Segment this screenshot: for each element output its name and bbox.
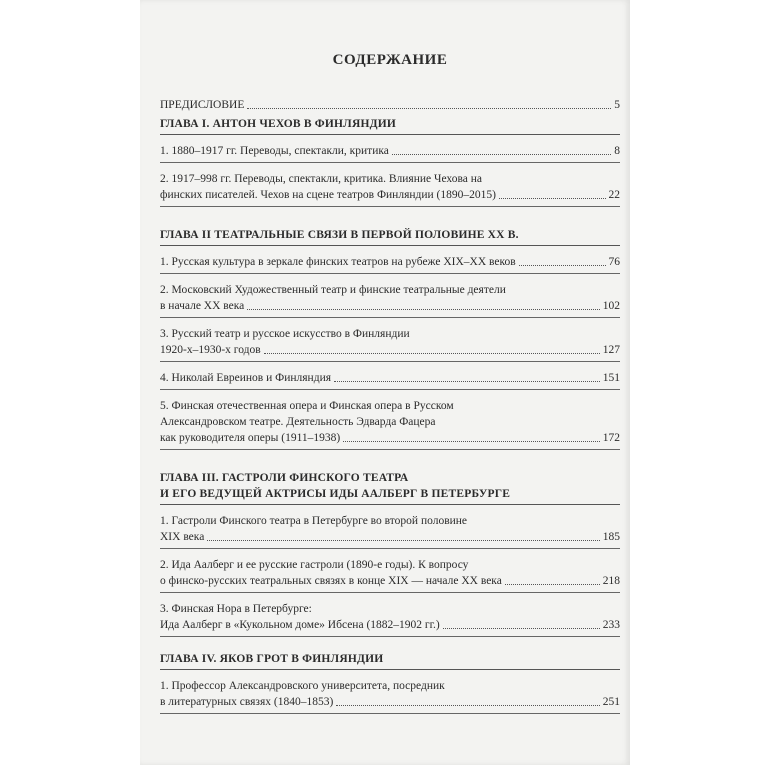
entry-text: 1. Профессор Александровского университета, посредник — [160, 680, 445, 692]
dot-leader — [499, 198, 606, 199]
entry-page: 151 — [602, 372, 620, 384]
entry-text: 3. Финская Нора в Петербурге: — [160, 603, 312, 615]
entry-text: Александровском театре. Деятельность Эдварда Фацера — [160, 416, 436, 428]
toc-entry-2-1[interactable] — [160, 252, 620, 274]
toc-entry-3-3[interactable] — [160, 599, 620, 637]
dot-leader — [334, 381, 600, 382]
book-page — [140, 0, 630, 765]
chapter-heading-2[interactable] — [160, 227, 620, 246]
chapter-heading-3[interactable] — [160, 470, 620, 505]
entry-page: 233 — [602, 619, 620, 631]
dot-leader — [343, 441, 600, 442]
entry-page: 102 — [602, 300, 620, 312]
entry-text: 4. Николай Евреинов и Финляндия — [160, 372, 332, 384]
entry-text: 2. Ида Аалберг и ее русские гастроли (1890-е годы). К вопросу — [160, 559, 469, 571]
entry-text: как руководителя оперы (1911–1938) — [160, 432, 341, 444]
entry-text: 2. Московский Художественный театр и финские театральные деятели — [160, 284, 506, 296]
entry-text: 2. 1917–998 гг. Переводы, спектакли, критика. Влияние Чехова на — [160, 173, 483, 185]
toc-entry-1-1[interactable] — [160, 141, 620, 163]
toc-entry-2-2[interactable] — [160, 280, 620, 318]
entry-text: 1. Гастроли Финского театра в Петербурге во второй половине — [160, 515, 468, 527]
chapter-heading-1[interactable] — [160, 116, 620, 135]
toc-entry-2-4[interactable] — [160, 368, 620, 390]
dot-leader — [505, 584, 600, 585]
bleed-through-header — [140, 0, 640, 38]
entry-text: в начале XX века — [160, 300, 245, 312]
chapter-title-line: ГЛАВА II ТЕАТРАЛЬНЫЕ СВЯЗИ В ПЕРВОЙ ПОЛОВИНЕ XX В. — [160, 229, 519, 241]
entry-page: 127 — [602, 344, 620, 356]
entry-page: 251 — [602, 696, 620, 708]
table-of-contents — [160, 52, 620, 720]
dot-leader — [519, 265, 606, 266]
toc-title: СОДЕРЖАНИЕ — [332, 52, 448, 68]
entry-text: XIX века — [160, 531, 205, 543]
entry-text: 1. 1880–1917 гг. Переводы, спектакли, критика — [160, 145, 389, 157]
entry-text: 1. Русская культура в зеркале финских театров на рубеже XIX–XX веков — [160, 256, 516, 268]
chapter-title-line: ГЛАВА IV. ЯКОВ ГРОТ В ФИНЛЯНДИИ — [160, 653, 384, 665]
toc-entry-preface[interactable] — [160, 97, 620, 113]
dot-leader — [247, 309, 599, 310]
entry-text: финских писателей. Чехов на сцене театров Финляндии (1890–2015) — [160, 189, 496, 201]
chapter-title-line: И ЕГО ВЕДУЩЕЙ АКТРИСЫ ИДЫ ААЛБЕРГ В ПЕТЕРБУРГЕ — [160, 488, 511, 500]
toc-entry-2-3[interactable] — [160, 324, 620, 362]
entry-text: 1920-х–1930-х годов — [160, 344, 261, 356]
entry-text: 5. Финская отечественная опера и Финская опера в Русском — [160, 400, 454, 412]
toc-entry-3-2[interactable] — [160, 555, 620, 593]
toc-entry-2-5[interactable] — [160, 396, 620, 450]
entry-text: в литературных связях (1840–1853) — [160, 696, 334, 708]
entry-text: Ида Аалберг в «Кукольном доме» Ибсена (1882–1902 гг.) — [160, 619, 440, 631]
dot-leader — [247, 108, 611, 109]
toc-entry-1-2[interactable] — [160, 169, 620, 207]
chapter-title-line: ГЛАВА III. ГАСТРОЛИ ФИНСКОГО ТЕАТРА — [160, 472, 409, 484]
dot-leader — [207, 540, 599, 541]
entry-page: 172 — [602, 432, 620, 444]
dot-leader — [443, 628, 600, 629]
dot-leader — [264, 353, 600, 354]
preface-label: ПРЕДИСЛОВИЕ — [160, 99, 245, 111]
entry-text: 3. Русский театр и русское искусство в Финляндии — [160, 328, 410, 340]
entry-page: 218 — [602, 575, 620, 587]
entry-page: 76 — [608, 256, 620, 268]
dot-leader — [336, 705, 599, 706]
entry-page: 8 — [614, 145, 620, 157]
chapter-heading-4[interactable] — [160, 651, 620, 670]
toc-entry-3-1[interactable] — [160, 511, 620, 549]
preface-page: 5 — [614, 99, 620, 111]
entry-page: 185 — [602, 531, 620, 543]
dot-leader — [392, 154, 611, 155]
entry-text: о финско-русских театральных связях в конце XIX — начале XX века — [160, 575, 502, 587]
chapter-title-line: ГЛАВА I. АНТОН ЧЕХОВ В ФИНЛЯНДИИ — [160, 118, 396, 130]
toc-entry-4-1[interactable] — [160, 676, 620, 714]
entry-page: 22 — [608, 189, 620, 201]
